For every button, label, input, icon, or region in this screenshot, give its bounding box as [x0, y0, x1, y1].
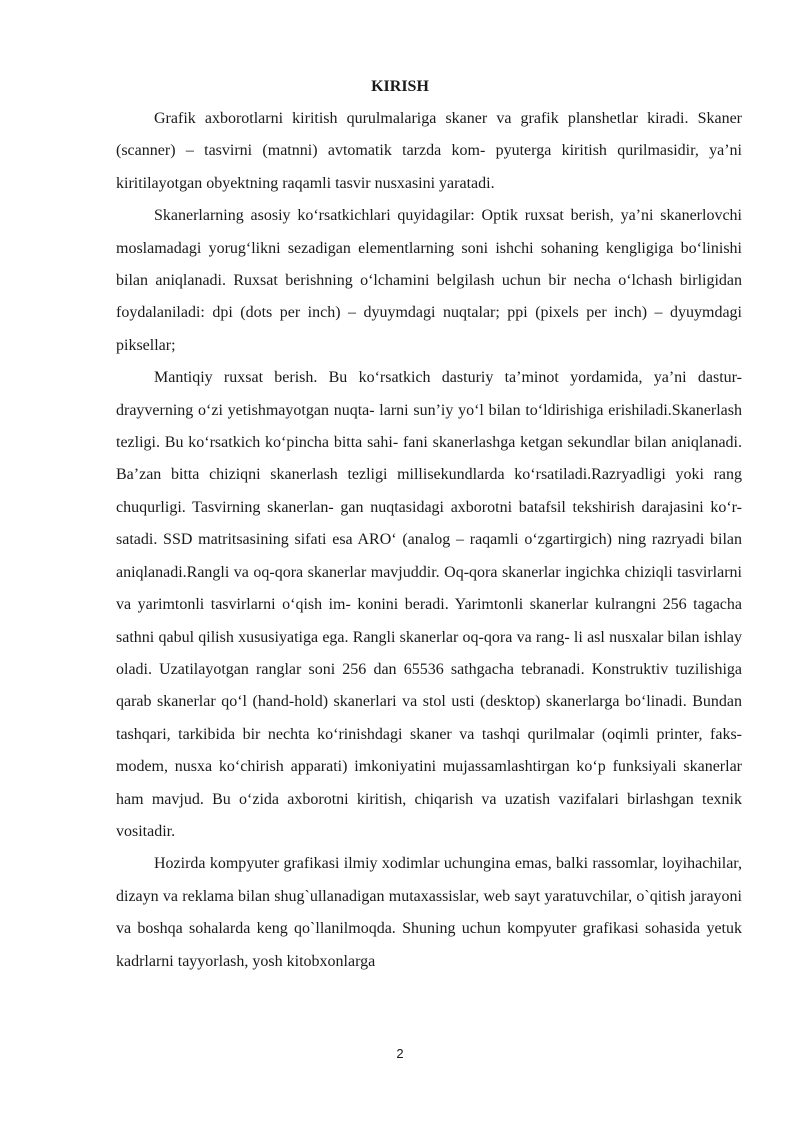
paragraph-scanner-parameters: Skanerlarning asosiy ko‘rsatkichlari quyidagilar: Optik ruxsat berish, ya’ni skanerlovchi moslamadagi yorug‘likni sezadigan elementlarning soni ishchi sohaning kengligiga bo‘linishi bilan aniqlanadi. Ruxsat berishning o‘lchamini belgilash uchun bir necha o‘lchash birligidan foydalaniladi: dpi (dots per inch) – dyuymdagi nuqtalar; ppi (pixels per inch) – dyuymdagi piksellar; — [116, 207, 742, 354]
paragraph-intro: Grafik axborotlarni kiritish qurulmalariga skaner va grafik planshetlar kiradi. Skaner (scanner) – tasvirni (matnni) avtomatik tarzda kom- pyuterga kiritish qurilmasidir, ya’ni kiritilayotgan obyektning raqamli tasvir nusxasini yaratadi. — [116, 110, 742, 192]
body-text — [116, 103, 742, 978]
paragraph-computer-graphics: Hozirda kompyuter grafikasi ilmiy xodimlar uchungina emas, balki rassomlar, loyihachilar, dizayn va reklama bilan shug`ullanadigan mutaxassislar, web sayt yaratuvchilar, o`qitish jarayoni va boshqa sohalarda keng qo`llanilmoqda. Shuning uchun kompyuter grafikasi sohasida yetuk kadrlarni tayyorlash, yosh kitobxonlarga — [116, 855, 742, 970]
page-number: 2 — [396, 1046, 404, 1061]
page-title: KIRISH — [371, 78, 429, 95]
paragraph-logical-resolution: Mantiqiy ruxsat berish. Bu ko‘rsatkich dasturiy ta’minot yordamida, ya’ni dastur-drayverning o‘zi yetishmayotgan nuqta- larni sun’iy yo‘l bilan to‘ldirishiga erishiladi.Skanerlash tezligi. Bu ko‘rsatkich ko‘pincha bitta sahi- fani skanerlashga ketgan sekundlar bilan aniqlanadi. Ba’zan bitta chiziqni skanerlash tezligi millisekundlarda ko‘rsatiladi.Razryadligi yoki rang chuqurligi. Tasvirning skanerlan- gan nuqtasidagi axborotni batafsil tekshirish darajasini ko‘r- satadi. SSD matritsasining sifati esa ARO‘ (analog – raqamli o‘zgartirgich) ning razryadi bilan aniqlanadi.Rangli va oq-qora skanerlar mavjuddir. Oq-qora skanerlar ingichka chiziqli tasvirlarni va yarimtonli tasvirlarni o‘qish im- konini beradi. Yarimtonli skanerlar kulrangni 256 tagacha sathni qabul qilish xususiyatiga ega. Rangli skanerlar oq-qora va rang- li asl nusxalar bilan ishlay oladi. Uzatilayotgan ranglar soni 256 dan 65536 sathgacha tebranadi. Konstruktiv tuzilishiga qarab skanerlar qo‘l (hand-hold) skanerlari va stol usti (desktop) skanerlarga bo‘linadi. Bundan tashqari, tarkibida bir nechta ko‘rinishdagi skaner va tashqi qurilmalar (oqimli printer, faks-modem, nusxa ko‘chirish apparati) imkoniyatini mujassamlashtirgan ko‘p funksiyali skanerlar ham mavjud. Bu o‘zida axborotni kiritish, chiqarish va uzatish vazifalari birlashgan texnik vositadir. — [116, 369, 742, 840]
